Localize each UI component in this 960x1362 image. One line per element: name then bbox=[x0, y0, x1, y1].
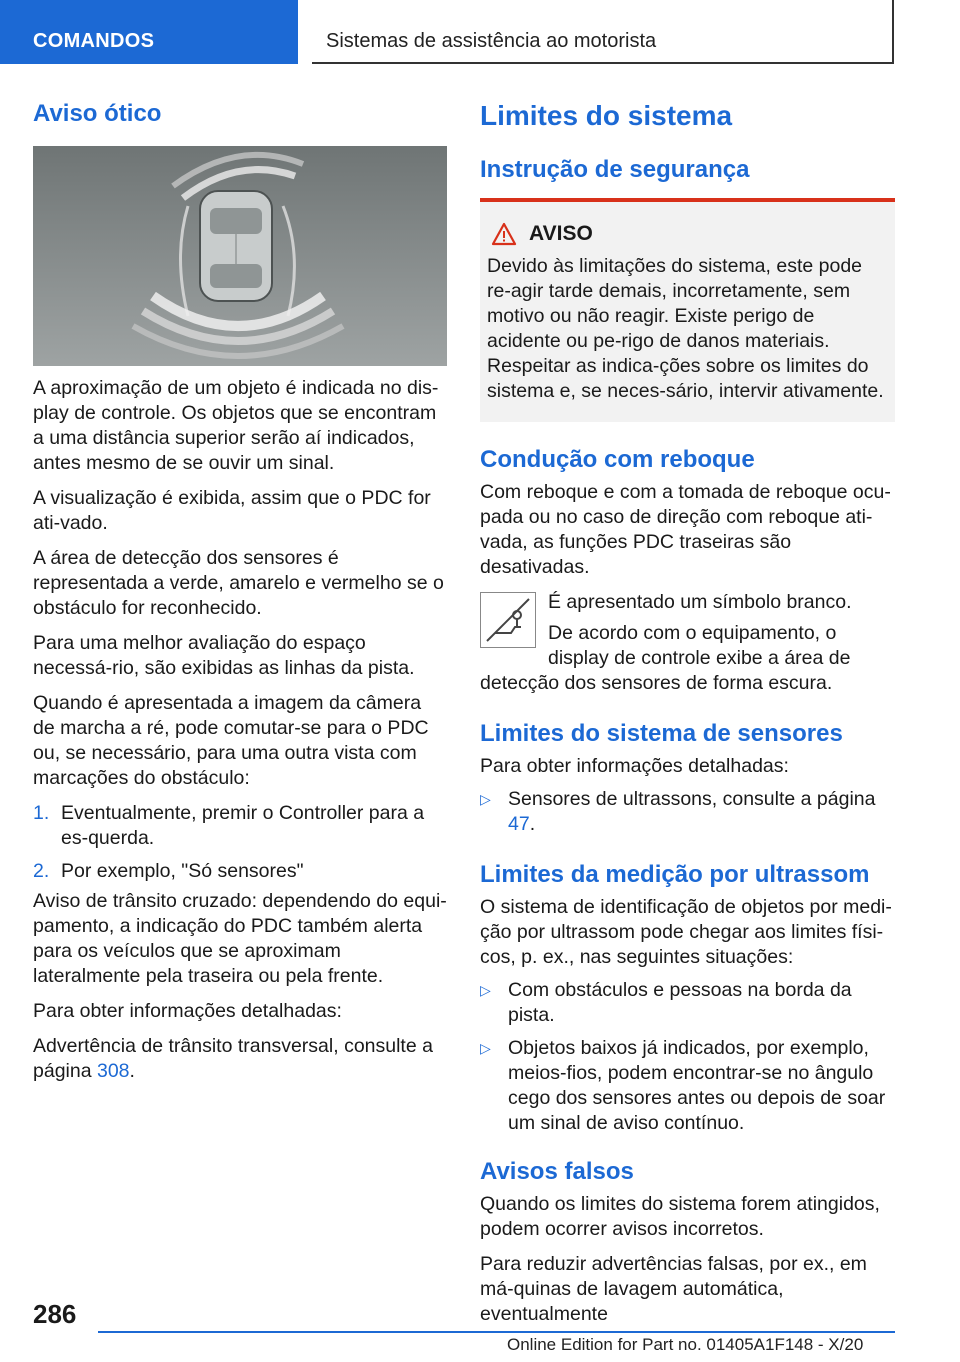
triangle-bullet-icon: ▷ bbox=[480, 982, 491, 998]
symbol-block bbox=[480, 590, 895, 696]
symbol-text-1: É apresentado um símbolo branco. bbox=[548, 591, 852, 613]
page-link-47[interactable]: 47 bbox=[508, 813, 530, 835]
sensor-intro: Para obter informações detalhadas: bbox=[480, 755, 789, 777]
paragraph-4: Para uma melhor avaliação do espaço necessá-rio, são exibidas as linhas da pista. bbox=[33, 632, 415, 679]
step-text: Eventualmente, premir o Controller para a es-querda. bbox=[61, 802, 425, 849]
triangle-bullet-icon: ▷ bbox=[480, 791, 491, 807]
chapter-label: Sistemas de assistência ao motorista bbox=[326, 30, 657, 52]
ultrasound-heading: Limites da medição por ultrassom bbox=[480, 861, 870, 888]
step-text: Por exemplo, "Só sensores" bbox=[61, 860, 304, 882]
towing-text: Com reboque e com a tomada de reboque ocu-pada ou no caso de direção com reboque ati-vada, as funções PDC traseiras são desativadas. bbox=[480, 481, 891, 578]
ultrasound-item: Objetos baixos já indicados, por exemplo, meios-fios, podem encontrar-se no ângulo cego dos sensores antes ou depois de soar um sinal de aviso contínuo. bbox=[508, 1037, 886, 1134]
sensor-item-text: Sensores de ultrassons, consulte a página bbox=[508, 788, 876, 810]
triangle-bullet-icon: ▷ bbox=[480, 1040, 491, 1056]
visual-warning-heading: Aviso ótico bbox=[33, 100, 162, 127]
list-item bbox=[33, 859, 447, 884]
crossing-ref-end: . bbox=[129, 1060, 135, 1082]
paragraph-7: Para obter informações detalhadas: bbox=[33, 1000, 342, 1022]
pdc-car-illustration bbox=[33, 146, 447, 366]
symbol-text-2: De acordo com o equipamento, o display de controle exibe a área de detecção dos sensores de forma escura. bbox=[480, 622, 851, 694]
warning-label: AVISO bbox=[529, 222, 593, 245]
step-number: 2. bbox=[33, 860, 50, 882]
edition-label: Online Edition for Part no. 01405A1F148 - X/20 bbox=[507, 1335, 864, 1354]
sensor-item-end: . bbox=[529, 813, 536, 835]
trailer-symbol-icon bbox=[480, 592, 536, 648]
paragraph-3: A área de detecção dos sensores é representada a verde, amarelo e vermelho se o obstáculo for reconhecido. bbox=[33, 547, 444, 619]
step-number: 1. bbox=[33, 802, 50, 824]
false-warnings-heading: Avisos falsos bbox=[480, 1158, 634, 1185]
footer-divider bbox=[98, 1331, 895, 1333]
page-number: 286 bbox=[33, 1299, 77, 1329]
false-text-2: Para reduzir advertências falsas, por ex., em má-quinas de lavagem automática, eventualmente bbox=[480, 1253, 867, 1325]
right-column bbox=[480, 100, 895, 1327]
list-item bbox=[480, 1036, 895, 1136]
ultrasound-list bbox=[480, 978, 895, 1136]
sensor-limits-heading: Limites do sistema de sensores bbox=[480, 720, 843, 747]
warning-box bbox=[480, 198, 895, 422]
system-limits-heading: Limites do sistema bbox=[480, 100, 733, 131]
warning-triangle-icon bbox=[491, 222, 517, 246]
crossing-ref-text: Advertência de trânsito transversal, consulte a página bbox=[33, 1035, 433, 1082]
safety-heading: Instrução de segurança bbox=[480, 156, 750, 183]
pdc-display-image bbox=[33, 146, 447, 366]
paragraph-2: A visualização é exibida, assim que o PDC for ati-vado. bbox=[33, 487, 431, 534]
ultrasound-text: O sistema de identificação de objetos por medi-ção por ultrassom pode chegar aos limites físi-cos, p. ex., nas seguintes situações: bbox=[480, 896, 892, 968]
false-text-1: Quando os limites do sistema forem atingidos, podem ocorrer avisos incorretos. bbox=[480, 1193, 880, 1240]
page-link-308[interactable]: 308 bbox=[96, 1060, 130, 1082]
warning-text: Devido às limitações do sistema, este pode re-agir tarde demais, incorretamente, sem motivo ou não reagir. Existe perigo de acidente ou pe-rigo de danos materiais. Respeitar as indica-ções sobre os limites do sistema e, se neces-sário, intervir ativamente. bbox=[487, 255, 884, 402]
sensor-list bbox=[480, 787, 895, 837]
section-tab bbox=[0, 0, 298, 64]
left-column bbox=[33, 100, 447, 1084]
paragraph-8 bbox=[33, 1034, 447, 1084]
towing-heading: Condução com reboque bbox=[480, 446, 755, 473]
chapter-header bbox=[312, 0, 894, 64]
list-item bbox=[33, 801, 447, 851]
paragraph-1: A aproximação de um objeto é indicada no dis-play de controle. Os objetos que se encontram a uma distância superior serão aí indicados, antes mesmo de se ouvir um sinal. bbox=[33, 377, 439, 474]
list-item bbox=[480, 978, 895, 1028]
ultrasound-item: Com obstáculos e pessoas na borda da pista. bbox=[508, 979, 852, 1026]
list-item bbox=[480, 787, 895, 837]
steps-list bbox=[33, 801, 447, 884]
paragraph-6: Aviso de trânsito cruzado: dependendo do equi-pamento, a indicação do PDC também alerta para os veículos que se aproximam lateralmente pela traseira ou pela frente. bbox=[33, 890, 447, 987]
section-label: COMANDOS bbox=[33, 30, 155, 52]
paragraph-5: Quando é apresentada a imagem da câmera de marcha a ré, pode comutar-se para o PDC ou, se necessário, para uma outra vista com marcações do obstáculo: bbox=[33, 692, 429, 789]
warning-title bbox=[487, 222, 888, 246]
